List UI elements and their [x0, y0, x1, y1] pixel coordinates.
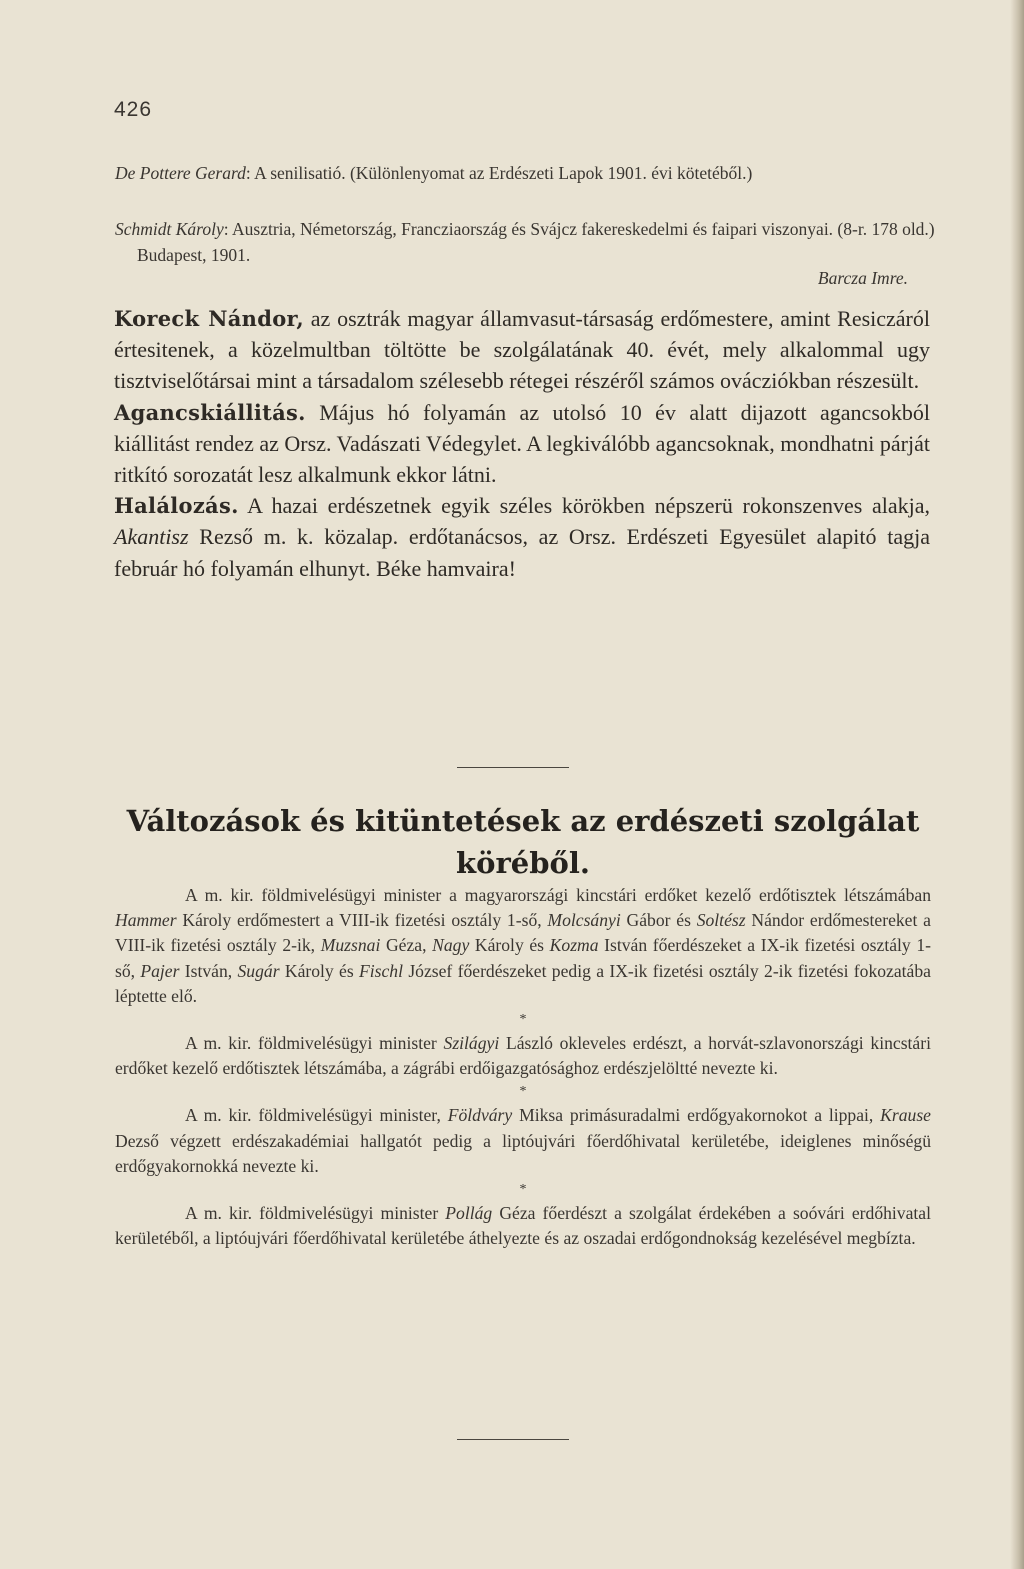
news-text: az osztrák magyar államvasut-társaság erdőmestere, amint Resiczáról értesitenek, a közelmultban töltötte be szolgálatának 40. évét, mely alkalommal ugy tisztviselőtársai mint a társadalom szélesebb rétegei részéről számos ovácziókban részesült. — [114, 306, 930, 394]
appointment-1 — [115, 883, 931, 1009]
appointment-text: Gábor és — [620, 910, 697, 931]
signature: Barcza Imre. — [817, 268, 908, 288]
person-name: Soltész — [696, 910, 746, 931]
appointment-text: A m. kir. földmivelésügyi minister — [185, 1203, 446, 1224]
person-name: Muzsnai — [320, 935, 381, 956]
appointment-2 — [115, 1031, 931, 1081]
appointment-3 — [115, 1103, 931, 1179]
asterisk-separator: * — [519, 1182, 527, 1198]
person-name: Molcsányi — [547, 910, 621, 931]
appointment-text: László okleveles erdészt, a horvát-szlavonországi kincstári erdőket kezelő erdőtisztek létszámába, a zágrábi erdőigazgatósághoz erdészjelöltté nevezte ki. — [115, 1033, 931, 1079]
appointment-text: Károly erdőmestert a VIII-ik fizetési osztály 1-ső, — [176, 910, 548, 931]
news-item-agancs — [114, 397, 930, 491]
asterisk-separator: * — [519, 1084, 527, 1100]
bib-text-2: : Ausztria, Németország, Francziaország és Svájcz fakereskedelmi és faipari viszonyai. (8-r. 178 old.) Budapest, 1901. — [137, 219, 935, 265]
person-name: Krause — [880, 1105, 931, 1126]
news-text: Rezső m. k. közalap. erdőtanácsos, az Orsz. Erdészeti Egyesület alapitó tagja február hó folyamán elhunyt. Béke hamvaira! — [114, 524, 930, 581]
person-name: Sugár — [237, 960, 280, 981]
appointments-section — [115, 883, 931, 1251]
page-edge-shadow — [1010, 0, 1024, 1569]
appointment-4 — [115, 1201, 931, 1251]
person-name: Kozma — [549, 935, 599, 956]
appointment-text: István főerdészeket a IX-ik fizetési osztály 1-ső, — [115, 935, 931, 981]
appointment-text: A m. kir. földmivelésügyi minister a magyarországi kincstári erdőket kezelő erdőtisztek létszámában — [185, 885, 931, 905]
news-item-halalozas — [114, 490, 930, 584]
person-name: Földváry — [447, 1105, 513, 1126]
news-lead: Koreck Nándor, — [114, 306, 304, 331]
person-name: Hammer — [115, 910, 177, 931]
news-text: Május hó folyamán az utolsó 10 év alatt dijazott agancsokból kiállitást rendez az Orsz. Vadászati Védegylet. A legkiválóbb agancsoknak, mondhatni párját ritkító sorozatát lesz alkalmunk ekkor látni. — [114, 399, 930, 488]
news-section — [114, 303, 930, 584]
bibliography-entry-2 — [115, 216, 953, 268]
bib-author-1: De Pottere Gerard — [115, 163, 246, 183]
person-name: Pajer — [140, 960, 180, 981]
bib-author-2: Schmidt Károly — [115, 219, 224, 239]
news-text: A hazai erdészetnek egyik széles körökben népszerü rokonszenves alakja, — [238, 493, 930, 519]
person-name: Szilágyi — [443, 1033, 500, 1054]
appointment-text: Károly és — [279, 960, 360, 981]
bibliography-entry-1 — [115, 160, 953, 186]
separator-rule — [457, 767, 569, 768]
person-name: Fischl — [359, 960, 403, 981]
appointment-text: A m. kir. földmivelésügyi minister, — [185, 1105, 448, 1126]
person-name: Pollág — [445, 1203, 493, 1224]
appointment-text: Károly és — [469, 935, 550, 956]
appointment-text: Nándor erdőmestereket a VIII-ik fizetési osztály 2-ik, — [115, 910, 931, 956]
bib-text-1: : A senilisatió. (Különlenyomat az Erdészeti Lapok 1901. évi kötetéből.) — [245, 163, 753, 183]
section-title: Változások és kitüntetések az erdészeti szolgálat köréből. — [126, 804, 920, 880]
appointment-text: Dezső végzett erdészakadémiai hallgatót pedig a liptóujvári főerdőhivatal kerületébe, ideiglenes minőségü erdőgyakornokká nevezte ki. — [115, 1130, 931, 1176]
appointment-text: A m. kir. földmivelésügyi minister — [185, 1033, 444, 1054]
appointment-text: István, — [179, 960, 238, 981]
appointment-text: Géza, — [380, 935, 433, 956]
separator-rule-bottom — [457, 1439, 569, 1440]
person-name: Nagy — [432, 935, 470, 956]
appointment-text: József főerdészeket pedig a IX-ik fizetési osztály 2-ik fizetési fokozatába léptette elő. — [115, 960, 931, 1006]
appointment-text: Géza főerdészt a szolgálat érdekében a soóvári erdőhivatal kerületéből, a liptóujvári főerdőhivatal kerületébe áthelyezte és az oszadai erdőgondnokság kezelésével megbízta. — [115, 1203, 931, 1249]
news-lead: Halálozás. — [114, 493, 239, 519]
news-item-koreck — [114, 303, 930, 397]
news-lead: Agancskiállitás. — [114, 399, 306, 425]
asterisk-separator: * — [519, 1012, 527, 1028]
page-number: 426 — [114, 98, 153, 121]
news-italic-name: Akantisz — [114, 524, 189, 550]
appointment-text: Miksa primásuradalmi erdőgyakornokot a lippai, — [512, 1105, 881, 1126]
